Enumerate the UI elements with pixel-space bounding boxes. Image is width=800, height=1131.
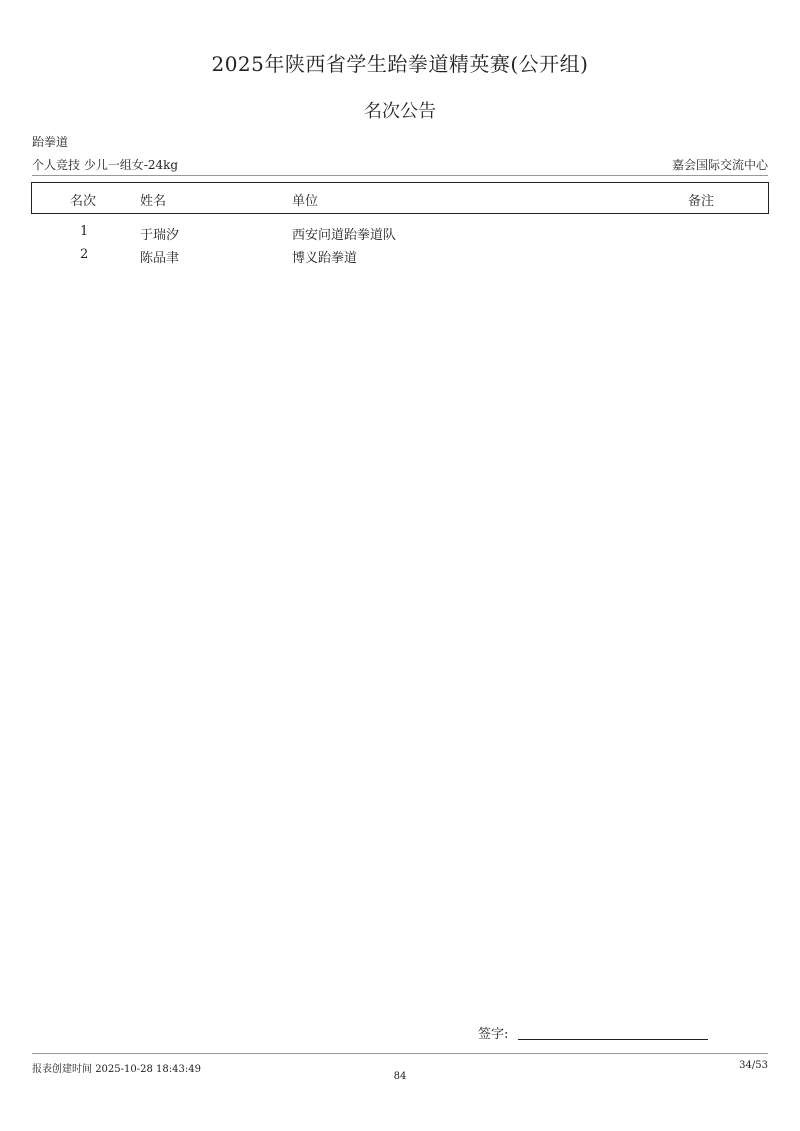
- row-name: 陈品聿: [140, 251, 180, 266]
- table-row: [32, 247, 768, 267]
- sport-label: 跆拳道: [32, 135, 69, 149]
- signature-line: [518, 1039, 708, 1040]
- venue-label: 嘉会国际交流中心: [671, 158, 768, 172]
- signature-label: 签字:: [478, 1027, 509, 1042]
- results-table-header: [31, 182, 769, 214]
- created-timestamp: 2025-10-28 18:43:49: [95, 1064, 201, 1075]
- document-title: 2025年陕西省学生跆拳道精英赛(公开组): [211, 52, 589, 76]
- column-header-rank: 名次: [70, 194, 97, 209]
- document-subtitle: 名次公告: [364, 101, 436, 122]
- table-row: [32, 224, 768, 244]
- page-number: 84: [393, 1071, 407, 1082]
- row-rank: 1: [80, 224, 89, 239]
- event-label: 个人竞技 少儿一组女-24kg: [32, 158, 179, 172]
- row-rank: 2: [80, 247, 89, 262]
- column-header-unit: 单位: [292, 194, 319, 209]
- row-unit: 博义跆拳道: [292, 251, 358, 266]
- row-unit: 西安问道跆拳道队: [292, 228, 397, 243]
- column-header-note: 备注: [688, 194, 715, 209]
- header-divider: [32, 175, 768, 176]
- column-header-name: 姓名: [140, 194, 167, 209]
- row-name: 于瑞汐: [140, 228, 180, 243]
- footer-divider: [32, 1053, 768, 1054]
- page-of-indicator: 34/53: [739, 1060, 768, 1071]
- created-label: 报表创建时间: [32, 1064, 92, 1075]
